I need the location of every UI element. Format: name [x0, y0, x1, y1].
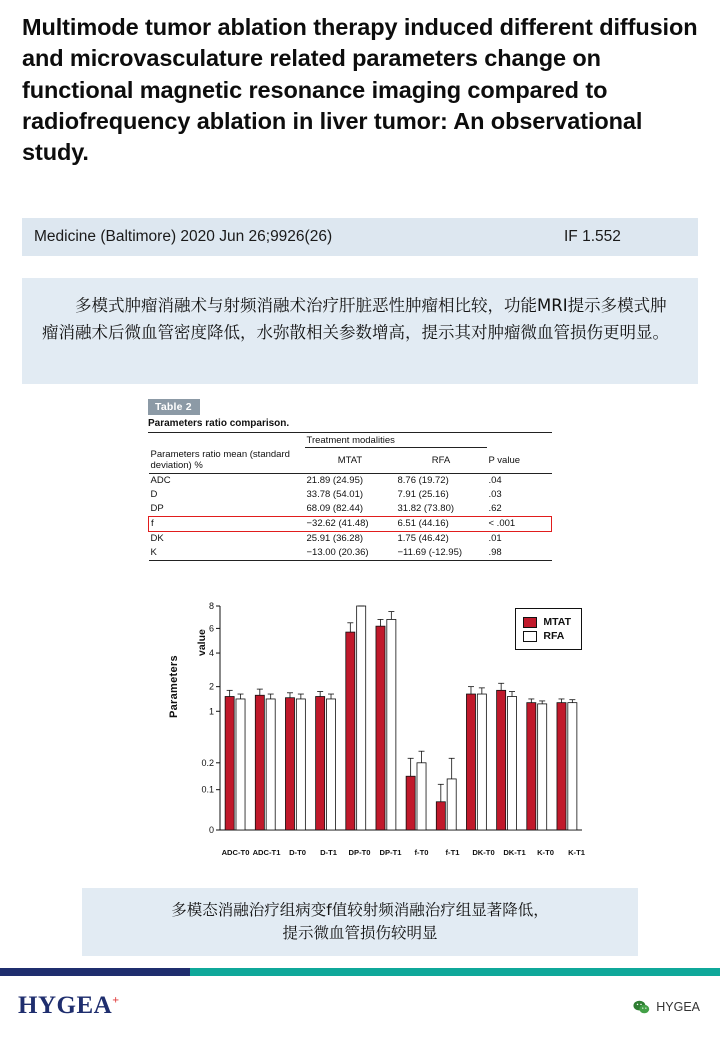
impact-factor: IF 1.552: [564, 228, 621, 245]
table-header-row: [149, 448, 552, 474]
cell-mtat: −32.62 (41.48): [305, 516, 396, 531]
cell-rfa: 1.75 (46.42): [397, 533, 449, 544]
cell-rfa: 6.51 (44.16): [396, 516, 487, 531]
cell-pvalue: .98: [487, 546, 552, 561]
cell-mtat: 21.89 (24.95): [306, 475, 364, 486]
brand-logo: [18, 992, 120, 1020]
wechat-handle: [633, 1000, 700, 1014]
cell-rfa: 7.91 (25.16): [397, 489, 449, 500]
wechat-label: HYGEA: [656, 1000, 700, 1014]
cell-pvalue: .03: [488, 489, 502, 500]
cell-mtat: 33.78 (54.01): [306, 489, 364, 500]
row-label: f: [149, 516, 305, 531]
chart-xtick-label: D-T0: [289, 848, 306, 857]
svg-text:6: 6: [208, 623, 214, 634]
summary-text: 多模式肿瘤消融术与射频消融术治疗肝脏恶性肿瘤相比较，功能MRI提示多模式肿瘤消融术后微血管密度降低，水弥散相关参数增高，提示其对肿瘤微血管损伤更明显。: [42, 296, 669, 343]
table-caption: Parameters ratio comparison.: [148, 418, 552, 433]
table-row: [149, 473, 552, 488]
legend-swatch-mtat: [523, 617, 537, 628]
row-label: DP: [150, 503, 164, 514]
legend-item-rfa: [523, 630, 571, 642]
chart-xtick-label: ADC-T1: [252, 848, 281, 857]
legend-label-mtat: MTAT: [543, 616, 571, 628]
cell-pvalue: .62: [488, 503, 502, 514]
table-row-highlighted: [149, 516, 552, 531]
table-row: [149, 531, 552, 546]
chart-xtick-label: ADC-T0: [221, 848, 250, 857]
caption-line-2: 提示微血管损伤较明显: [282, 924, 438, 942]
caption-line-1: 多模态消融治疗组病变f值较射频消融治疗组显著降低，: [171, 900, 549, 919]
summary-box: [22, 278, 698, 384]
table-row: [149, 546, 552, 561]
row-label: D: [150, 489, 158, 500]
svg-text:2: 2: [208, 681, 214, 692]
parameters-ratio-table: [148, 433, 552, 561]
chart-xtick-label: f-T1: [445, 848, 460, 857]
row-label: K: [149, 546, 305, 561]
cell-rfa: 8.76 (19.72): [397, 475, 449, 486]
legend-label-rfa: RFA: [543, 630, 565, 642]
svg-text:0: 0: [208, 825, 214, 835]
journal-reference: Medicine (Baltimore) 2020 Jun 26;9926(26): [34, 228, 333, 245]
column-header-pvalue: P value: [487, 448, 552, 474]
chart-xtick-label: K-T0: [537, 848, 554, 857]
svg-text:0.1: 0.1: [201, 784, 214, 795]
chart-xtick-label: K-T1: [568, 848, 585, 857]
column-header-parameters: Parameters ratio mean (standard deviation) %: [149, 448, 305, 474]
svg-text:0.2: 0.2: [201, 757, 214, 768]
bar-chart: [168, 600, 592, 870]
cell-pvalue: .01: [488, 533, 502, 544]
journal-info-bar: [22, 218, 698, 256]
chart-xtick-label: DP-T0: [348, 848, 371, 857]
chart-xtick-label: DK-T0: [472, 848, 495, 857]
cell-rfa: −11.69 (-12.95): [396, 546, 487, 561]
cell-mtat: −13.00 (20.36): [305, 546, 396, 561]
row-label: DK: [150, 533, 164, 544]
cell-pvalue: < .001: [487, 516, 552, 531]
legend-item-mtat: [523, 616, 571, 628]
cell-mtat: 68.09 (82.44): [306, 503, 364, 514]
chart-ylabel-parameters: Parameters: [168, 655, 180, 718]
chart-xtick-labels: [220, 848, 592, 857]
table-row: [149, 488, 552, 502]
column-header-rfa: RFA: [396, 448, 487, 474]
results-table-panel: [148, 397, 552, 561]
chart-xtick-label: f-T0: [414, 848, 429, 857]
legend-swatch-rfa: [523, 631, 537, 642]
treatment-modalities-header: Treatment modalities: [305, 433, 487, 448]
table-row: [149, 502, 552, 517]
table-tag: Table 2: [148, 399, 200, 415]
footer-rule-teal: [190, 968, 720, 976]
footer-rule: [0, 968, 720, 976]
chart-legend: [515, 608, 582, 650]
cell-mtat: 25.91 (36.28): [306, 533, 364, 544]
wechat-icon: [633, 1000, 650, 1014]
brand-mark: +: [112, 992, 120, 1007]
column-header-mtat: MTAT: [305, 448, 396, 474]
chart-ylabel-value: value: [196, 629, 208, 656]
row-label: ADC: [150, 475, 171, 486]
brand-name: HYGEA: [18, 992, 113, 1019]
figure-caption-box: [82, 888, 638, 956]
page-title: Multimode tumor ablation therapy induced different diffusion and microvasculature related parameters change on functional magnetic resonance imaging compared to radiofrequency ablation in liver tumor: An observational study.: [22, 14, 698, 165]
svg-text:4: 4: [208, 648, 214, 659]
chart-xtick-label: DP-T1: [379, 848, 402, 857]
svg-text:1: 1: [208, 706, 214, 717]
cell-pvalue: .04: [488, 475, 502, 486]
cell-rfa: 31.82 (73.80): [397, 503, 455, 514]
table-group-header-row: [149, 433, 552, 448]
chart-xtick-label: DK-T1: [503, 848, 526, 857]
chart-xtick-label: D-T1: [320, 848, 337, 857]
footer-rule-navy: [0, 968, 190, 976]
svg-text:8: 8: [208, 601, 214, 611]
footer: [0, 976, 720, 1040]
figure-area: [22, 392, 698, 882]
